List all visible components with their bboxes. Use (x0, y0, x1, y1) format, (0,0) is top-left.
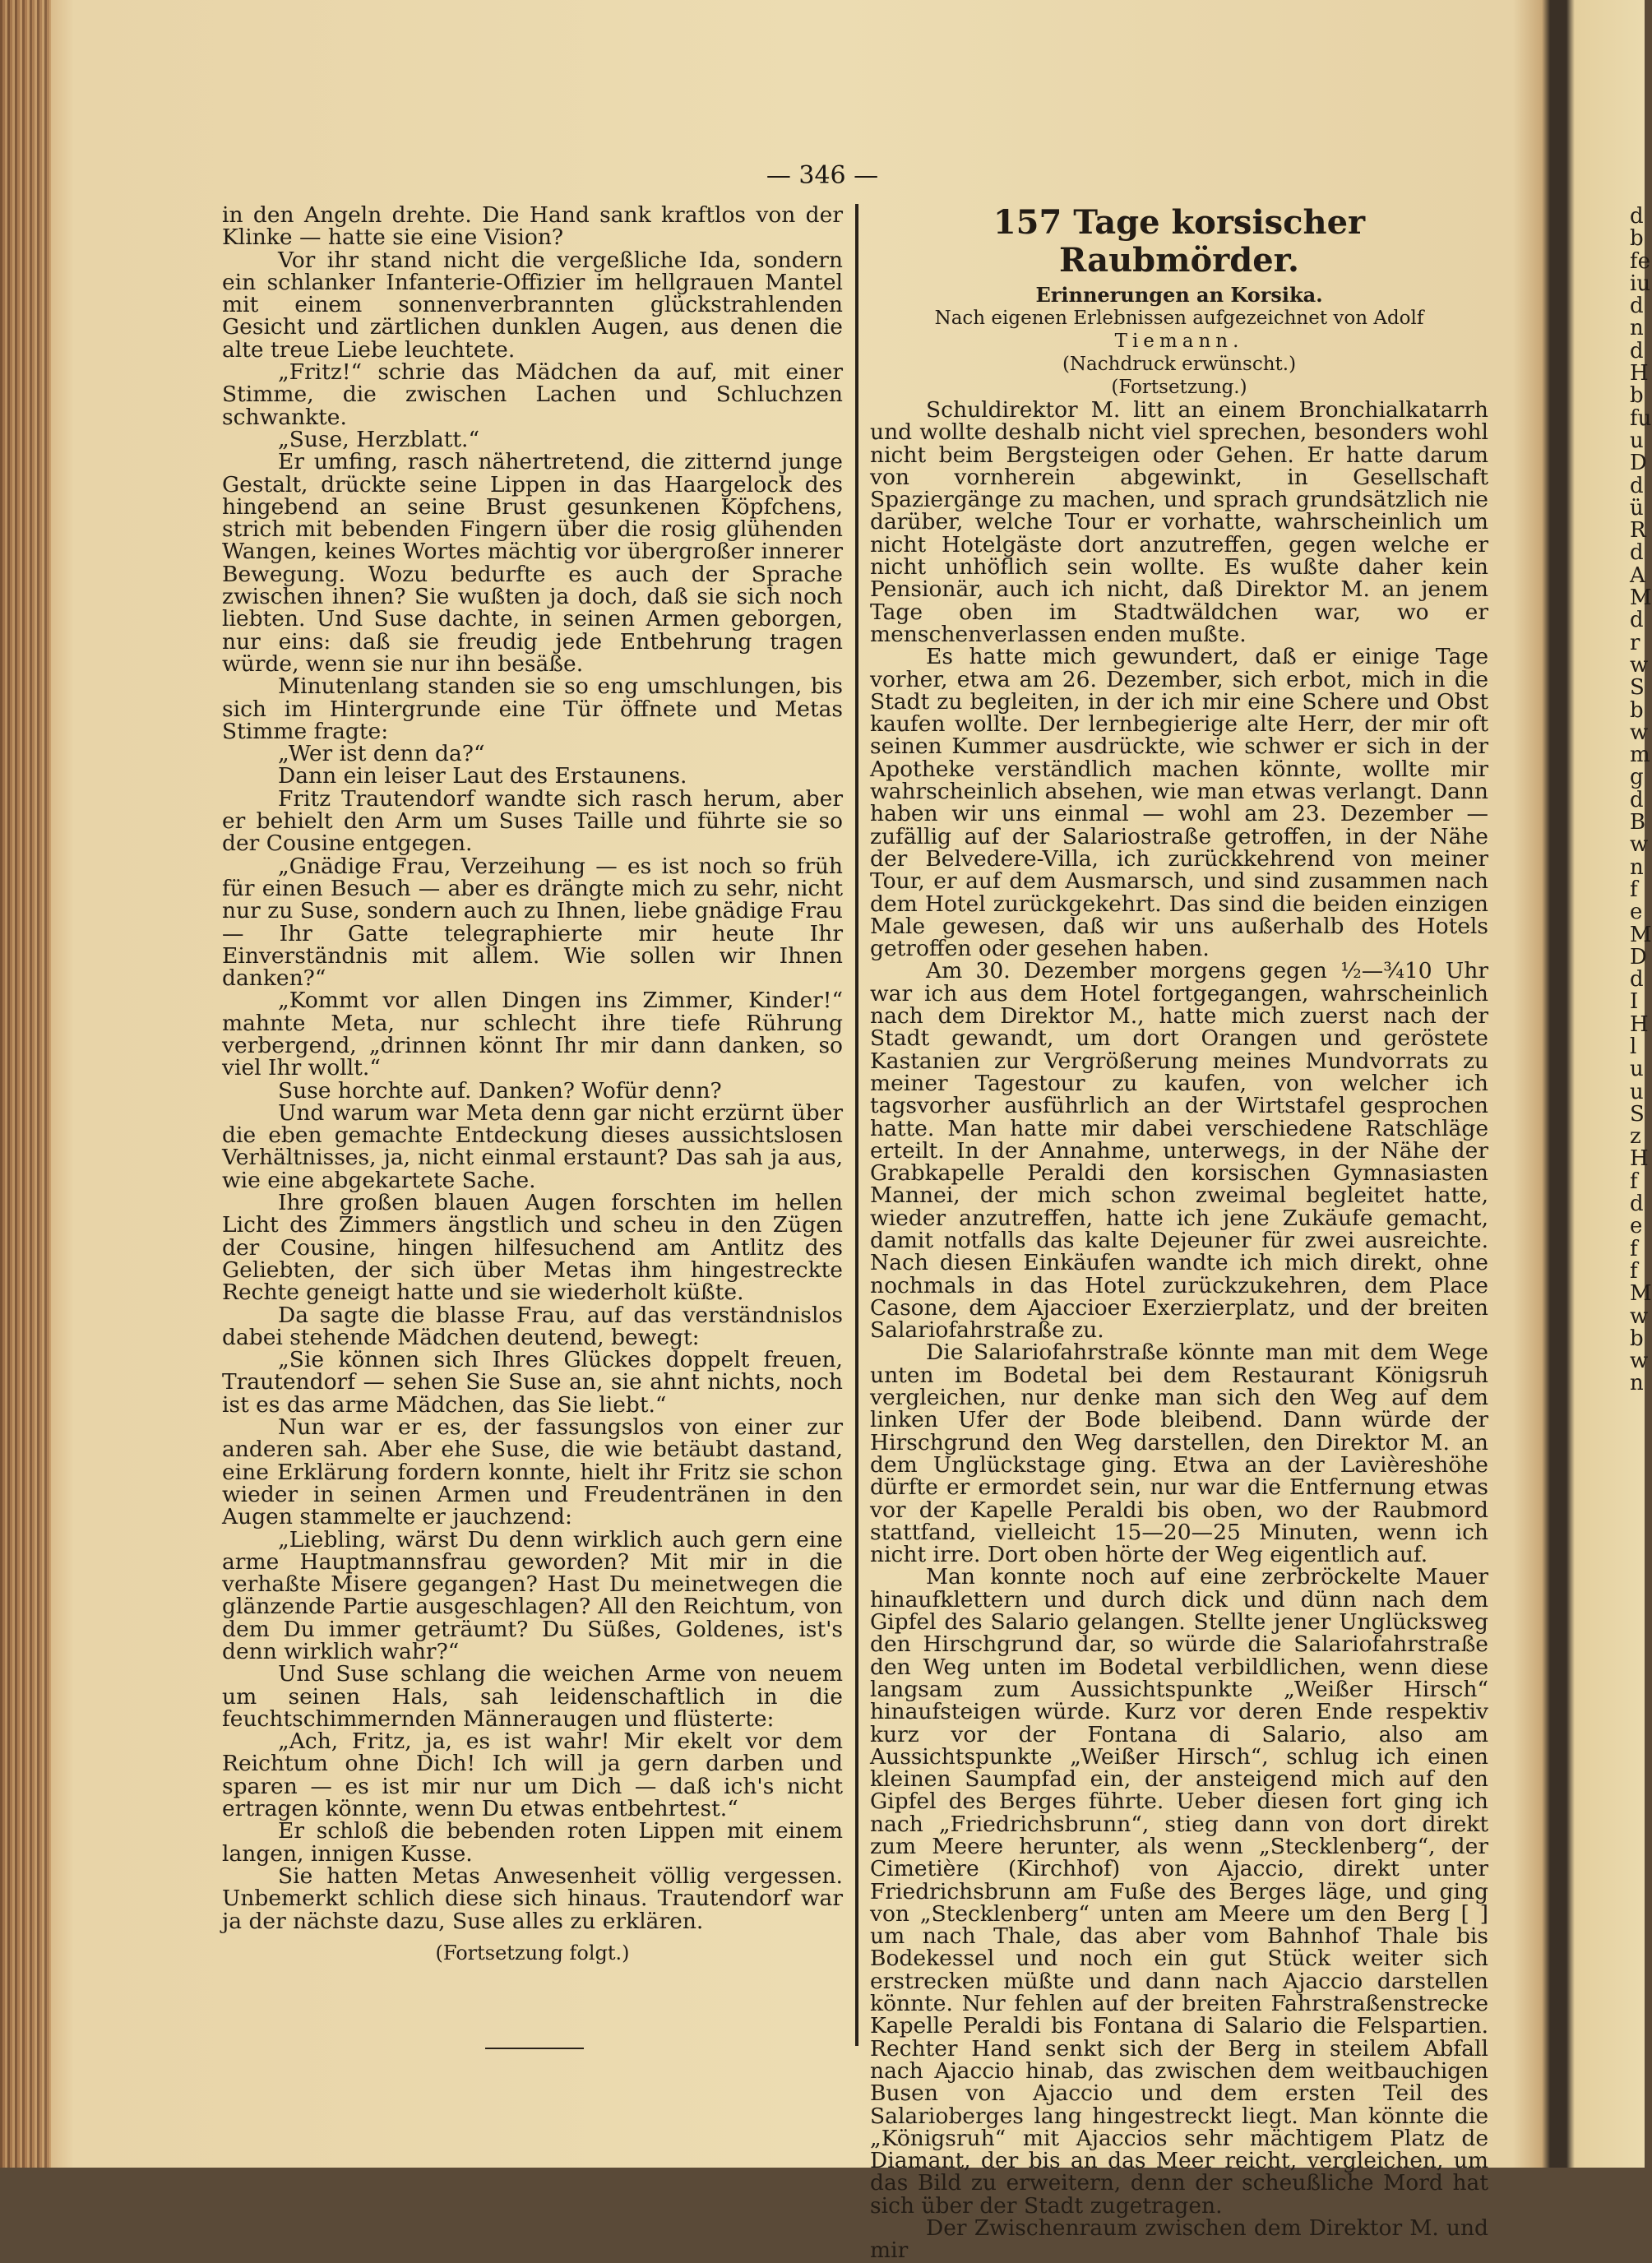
edge-letter: u (1630, 428, 1644, 453)
paragraph: Und warum war Meta denn gar nicht erzürnt über die eben gemachte Entdeckung dieses aussichtslosen Verhältnisses, ja, nicht einmal erstaunt? Das sah ja aus, wie eine abgekartete Sache. (222, 1099, 843, 1193)
edge-letter: b (1630, 226, 1644, 252)
paragraph: „Wer ist denn da?“ (278, 741, 485, 767)
column-divider (855, 204, 858, 2046)
end-rule (485, 2048, 584, 2049)
edge-letter: M (1630, 585, 1652, 611)
edge-letter: n (1630, 854, 1644, 880)
edge-letter: ü (1630, 495, 1644, 521)
paragraph: Am 30. Dezember morgens gegen ½—¾10 Uhr war ich aus dem Hotel fortgegangen, wahrscheinlich nach dem Direktor M., hatte mich zuerst nach der Stadt gewandt, um dort Orangen und geröstete Kastanien zur Vergrößerung meines Mundvorrats zu meiner Tagestour zu kaufen, von welcher ich tagsvorher ausführlich an der Wirtstafel gesprochen hatte. Man hatte mir dabei verschiedene Ratschläge erteilt. In der Annahme, unterwegs, in der Nähe der Grabkapelle Peraldi den korsischen Gymnasiasten Mannei, der mich schon zweimal begleitet hatte, wieder anzutreffen, hatte ich jene Zukäufe gemacht, damit notfalls das kalte Dejeuner für zwei ausreichte. Nach diesen Einkäufen wandte ich mich direkt, ohne nochmals in das Hotel zurückzukehren, dem Place Casone, dem Ajaccioer Exerzierplatz, und der breiten Salariofahrstraße zu. (870, 958, 1488, 1344)
page-number: — 346 — (766, 161, 879, 190)
edge-letter: R (1630, 518, 1646, 544)
paragraph: Ihre großen blauen Augen forschten im hellen Licht des Zimmers ängstlich und scheu in den Zügen der Cousine, hingen hilfesuchend am Antlitz des Geliebten, der sich über Metas ihm hingestreckte Rechte geneigt hatte und sie wiederholt küßte. (222, 1190, 843, 1306)
paragraph: „Kommt vor allen Dingen ins Zimmer, Kinder!“ mahnte Meta, nur schlecht ihre tiefe Rührung verbergend, „drinnen könnt Ihr mir dann danken, so viel Ihr wollt.“ (222, 988, 843, 1081)
credit-name: Tiemann. (1114, 331, 1244, 352)
edge-letter: w (1630, 832, 1649, 858)
edge-letter: fu (1630, 405, 1652, 431)
paragraph: Er umfing, rasch nähertretend, die zitternd junge Gestalt, drückte seine Lippen in das Haargelock des hingebend an seine Brust gesunkenen Köpfchens, strich mit bebenden Fingern über die rosig glühenden Wangen, keines Wortes mächtig vor übergroßer innerer Bewegung. Wozu bedurfte es auch der Sprache zwischen ihnen? Sie wußten ja doch, daß sie sich noch liebten. Und Suse dachte, in seinen Armen geborgen, nur eins: daß sie freudig jede Entbehrung tragen würde, wenn sie nur ihn besäße. (222, 449, 843, 677)
edge-letter: H (1630, 1146, 1649, 1172)
edge-letter: d (1630, 473, 1644, 498)
paragraph: Sie hatten Metas Anwesenheit völlig vergessen. Unbemerkt schlich diese sich hinaus. Trautendorf war ja der nächste dazu, Suse alles zu erklären. (222, 1863, 843, 1934)
paragraph: Minutenlang standen sie so eng umschlungen, bis sich im Hintergrunde eine Tür öffnete und Metas Stimme fragte: (222, 673, 843, 744)
article-title: 157 Tage korsischer Raubmörder. (993, 203, 1366, 280)
edge-letter: w (1630, 1349, 1649, 1374)
edge-letter: d (1630, 294, 1644, 319)
paragraph: Der Zwischenraum zwischen dem Direktor M. und mir (870, 2215, 1488, 2263)
edge-letter: H (1630, 361, 1649, 386)
book-edge (0, 0, 51, 2168)
paragraph: „Gnädige Frau, Verzeihung — es ist noch so früh für einen Besuch — aber es drängte mich zu sehr, nicht nur zu Suse, sondern auch zu Ihnen, liebe gnädige Frau — Ihr Gatte telegraphierte mir heute Ihr Einverständnis mit allem. Wie sollen wir Ihnen danken?“ (222, 853, 843, 992)
edge-letter: l (1630, 1034, 1637, 1059)
paragraph: Es hatte mich gewundert, daß er einige Tage vorher, etwa am 26. Dezember, sich erbot, mich in die Stadt zu begleiten, in der ich mir eine Schere und Obst kaufen wollte. Der lernbegierige alte Herr, der mir oft seinen Kummer ausdrückte, wie schwer er sich in der Apotheke verständlich machen könnte, wollte mir wahrscheinlich absehen, wie man etwas verlangt. Dann haben wir uns einmal — wohl am 23. Dezember — zufällig auf der Salariostraße getroffen, in der Nähe der Belvedere-Villa, ich zurückkehrend von meiner Tour, er auf dem Ausmarsch, und sind zusammen nach dem Hotel zurückgekehrt. Das sind die beiden einzigen Male gewesen, daß wir uns außerhalb des Hotels getroffen oder gesehen haben. (870, 644, 1488, 962)
edge-letter: b (1630, 1326, 1644, 1351)
next-page-edge (1630, 204, 1652, 1396)
reprint-note: (Nachdruck erwünscht.) (1062, 354, 1297, 375)
edge-letter: f (1630, 1236, 1638, 1261)
edge-letter: u (1630, 1079, 1644, 1104)
edge-letter: n (1630, 1371, 1644, 1396)
edge-letter: H (1630, 1011, 1649, 1037)
edge-letter: S (1630, 1101, 1645, 1127)
paragraph: „Ach, Fritz, ja, es ist wahr! Mir ekelt vor dem Reichtum ohne Dich! Ich will ja gern darben und sparen — es ist mir nur um Dich — daß ich's nicht ertragen könnte, wenn Du etwas entbehrtest.“ (222, 1728, 843, 1822)
edge-letter: d (1630, 967, 1644, 993)
paragraph: „Liebling, wärst Du denn wirklich auch gern eine arme Hauptmannsfrau geworden? Mit mir in die verhaßte Misere gegangen? Hast Du meinetwegen die glänzende Partie ausgeschlagen? All den Reichtum, von dem Du immer geträumt? Du Süßes, Goldenes, ist's denn wirklich wahr?“ (222, 1526, 843, 1664)
edge-letter: d (1630, 540, 1644, 566)
edge-letter: d (1630, 1192, 1644, 1217)
edge-letter: b (1630, 383, 1644, 409)
paragraph: Schuldirektor M. litt an einem Bronchialkatarrh und wollte deshalb nicht viel sprechen, besonders wohl nicht beim Bergsteigen oder Gehen. Er hatte darum von vornherein abgewinkt, in Gesellschaft Spaziergänge zu machen, und sprach grundsätzlich nie darüber, welche Tour er vorhatte, wahrscheinlich um nicht Hotelgäste dort anzutreffen, gegen welche er nicht unhöflich sein wollte. Es wußte daher kein Pensionär, auch ich nicht, daß Direktor M. an jenem Tage oben im Stadtwäldchen war, wo er menschenverlassen enden mußte. (870, 397, 1488, 647)
edge-letter: f (1630, 1258, 1638, 1284)
edge-letter: n (1630, 316, 1644, 341)
continuation-note: (Fortsetzung.) (1111, 377, 1247, 398)
edge-letter: D (1630, 944, 1647, 970)
edge-letter: e (1630, 1214, 1643, 1239)
paragraph: Suse horchte auf. Danken? Wofür denn? (278, 1077, 722, 1104)
edge-letter: d (1630, 338, 1644, 363)
edge-letter: f (1630, 1169, 1638, 1194)
edge-letter: D (1630, 451, 1647, 476)
paragraph: Vor ihr stand nicht die vergeßliche Ida, sondern ein schlanker Infanterie-Offizier im hellgrauen Mantel mit einem sonnenverbrannten glückstrahlenden Gesicht und zärtlichen dunklen Augen, aus denen die alte treue Liebe leuchtete. (222, 247, 843, 363)
edge-letter: b (1630, 697, 1644, 723)
edge-letter: w (1630, 652, 1649, 678)
edge-letter: S (1630, 675, 1645, 701)
edge-letter: m (1630, 743, 1650, 768)
edge-letter: w (1630, 1303, 1649, 1329)
edge-letter: B (1630, 810, 1646, 835)
edge-letter: z (1630, 1124, 1641, 1150)
article-subtitle: Erinnerungen an Korsika. (1035, 283, 1323, 307)
edge-letter: M (1630, 922, 1652, 947)
paragraph: in den Angeln drehte. Die Hand sank kraftlos von der Klinke — hatte sie eine Vision? (222, 202, 843, 251)
paragraph: Und Suse schlang die weichen Arme von neuem um seinen Hals, sah leidenschaftlich in die feuchtschimmernden Männeraugen und flüsterte: (222, 1661, 843, 1732)
edge-letter: f (1630, 877, 1638, 902)
article-credit (870, 307, 1488, 353)
edge-letter: iu (1630, 271, 1651, 296)
edge-letter: w (1630, 720, 1649, 745)
paragraph: Die Salariofahrstraße könnte man mit dem Wege unten im Bodetal bei dem Restaurant Königsruh vergleichen, nur denke man sich den Weg auf dem linken Ufer der Bode bleibend. Dann würde der Hirschgrund den Weg darstellen, den Direktor M. an dem Unglückstage ging. Etwa an der Lavièreshöhe dürfte er ermordet sein, nur war die Entfernung etwas vor der Kapelle Peraldi bis oben, wo der Raubmord stattfand, vielleicht 15—20—25 Minuten, wenn ich nicht irre. Dort oben hörte der Weg eigentlich auf. (870, 1340, 1488, 1568)
paragraph: Dann ein leiser Laut des Erstaunens. (278, 763, 687, 789)
edge-letter: d (1630, 204, 1644, 229)
edge-letter: d (1630, 787, 1644, 812)
paragraph: Fritz Trautendorf wandte sich rasch herum, aber er behielt den Arm um Suses Taille und führte sie so der Cousine entgegen. (222, 785, 843, 857)
paragraph: Nun war er es, der fassungslos von einer zur anderen sah. Aber ehe Suse, die wie betäubt dastand, eine Erklärung fordern konnte, hielt ihr Fritz sie schon wieder in seinen Armen und Freudentränen in den Augen stammelte er jauchzend: (222, 1414, 843, 1530)
edge-letter: u (1630, 1057, 1644, 1082)
paragraph: Er schloß die bebenden roten Lippen mit einem langen, innigen Kusse. (222, 1818, 843, 1867)
credit-prefix: Nach eigenen Erlebnissen aufgezeichnet von Adolf (934, 308, 1424, 329)
edge-letter: d (1630, 608, 1644, 633)
edge-letter: M (1630, 1281, 1652, 1307)
left-column (222, 204, 843, 1965)
edge-letter: r (1630, 630, 1640, 655)
continued-note: (Fortsetzung folgt.) (435, 1941, 630, 1965)
edge-letter: g (1630, 765, 1644, 790)
edge-letter: e (1630, 900, 1643, 925)
edge-letter: fe (1630, 248, 1651, 274)
paragraph: „Sie können sich Ihres Glückes doppelt freuen, Trautendorf — sehen Sie Suse an, sie ahnt nichts, noch ist es das arme Mädchen, das Sie liebt.“ (222, 1347, 843, 1418)
right-body (870, 399, 1488, 2262)
paragraph: „Suse, Herzblatt.“ (278, 426, 480, 452)
paragraph: „Fritz!“ schrie das Mädchen da auf, mit einer Stimme, die zwischen Lachen und Schluchzen schwankte. (222, 359, 843, 430)
edge-letter: A (1630, 562, 1645, 588)
edge-letter: I (1630, 989, 1639, 1015)
paragraph: Man konnte noch auf eine zerbröckelte Mauer hinaufklettern und durch dick und dünn nach dem Gipfel des Salario gelangen. Stellte jener Unglücksweg den Hirschgrund dar, so würde die Salariofahrstraße den Weg unten im Bodetal verbildlichen, wenn diese langsam zum Aussichtspunkte „Weißer Hirsch“ hinaufsteigen würde. Kurz vor deren Ende respektiv kurz vor der Fontana di Salario, also am Aussichtspunkte „Weißer Hirsch“, schlug ich einen kleinen Saumpfad ein, der ansteigend mich auf den Gipfel des Berges führte. Ueber diesen fort ging ich nach „Friedrichsbrunn“, stieg dann von dort direkt zum Meere herunter, als wenn „Stecklenberg“, der Cimetière (Kirchhof) von Ajaccio, direkt unter Friedrichsbrunn am Fuße des Berges läge, und ging von „Stecklenberg“ unten am Meere um den Berg [ ] um nach Thale, das aber vom Bahnhof Thale bis Bodekessel und noch ein gut Stück weiter sich erstrecken müßte und dann nach Ajaccio darstellen könnte. Nur fehlen auf der breiten Fahrstraßenstrecke Kapelle Peraldi bis Fontana di Salario die Felspartien. Rechter Hand senkt sich der Berg in steilem Abfall nach Ajaccio hinab, das zwischen dem weitbauchigen Busen von Ajaccio und dem ersten Teil des Salarioberges lang hingestreckt liegt. Man könnte die „Königsruh“ mit Ajaccios sehr mächtigem Platz de Diamant, der bis an das Meer reicht, vergleichen, um das Bild zu erweitern, denn der scheußliche Mord hat sich über der Stadt zugetragen. (870, 1564, 1488, 2219)
right-column (870, 204, 1488, 2262)
paragraph: Da sagte die blasse Frau, auf das verständnislos dabei stehende Mädchen deutend, bewegt: (222, 1302, 843, 1350)
